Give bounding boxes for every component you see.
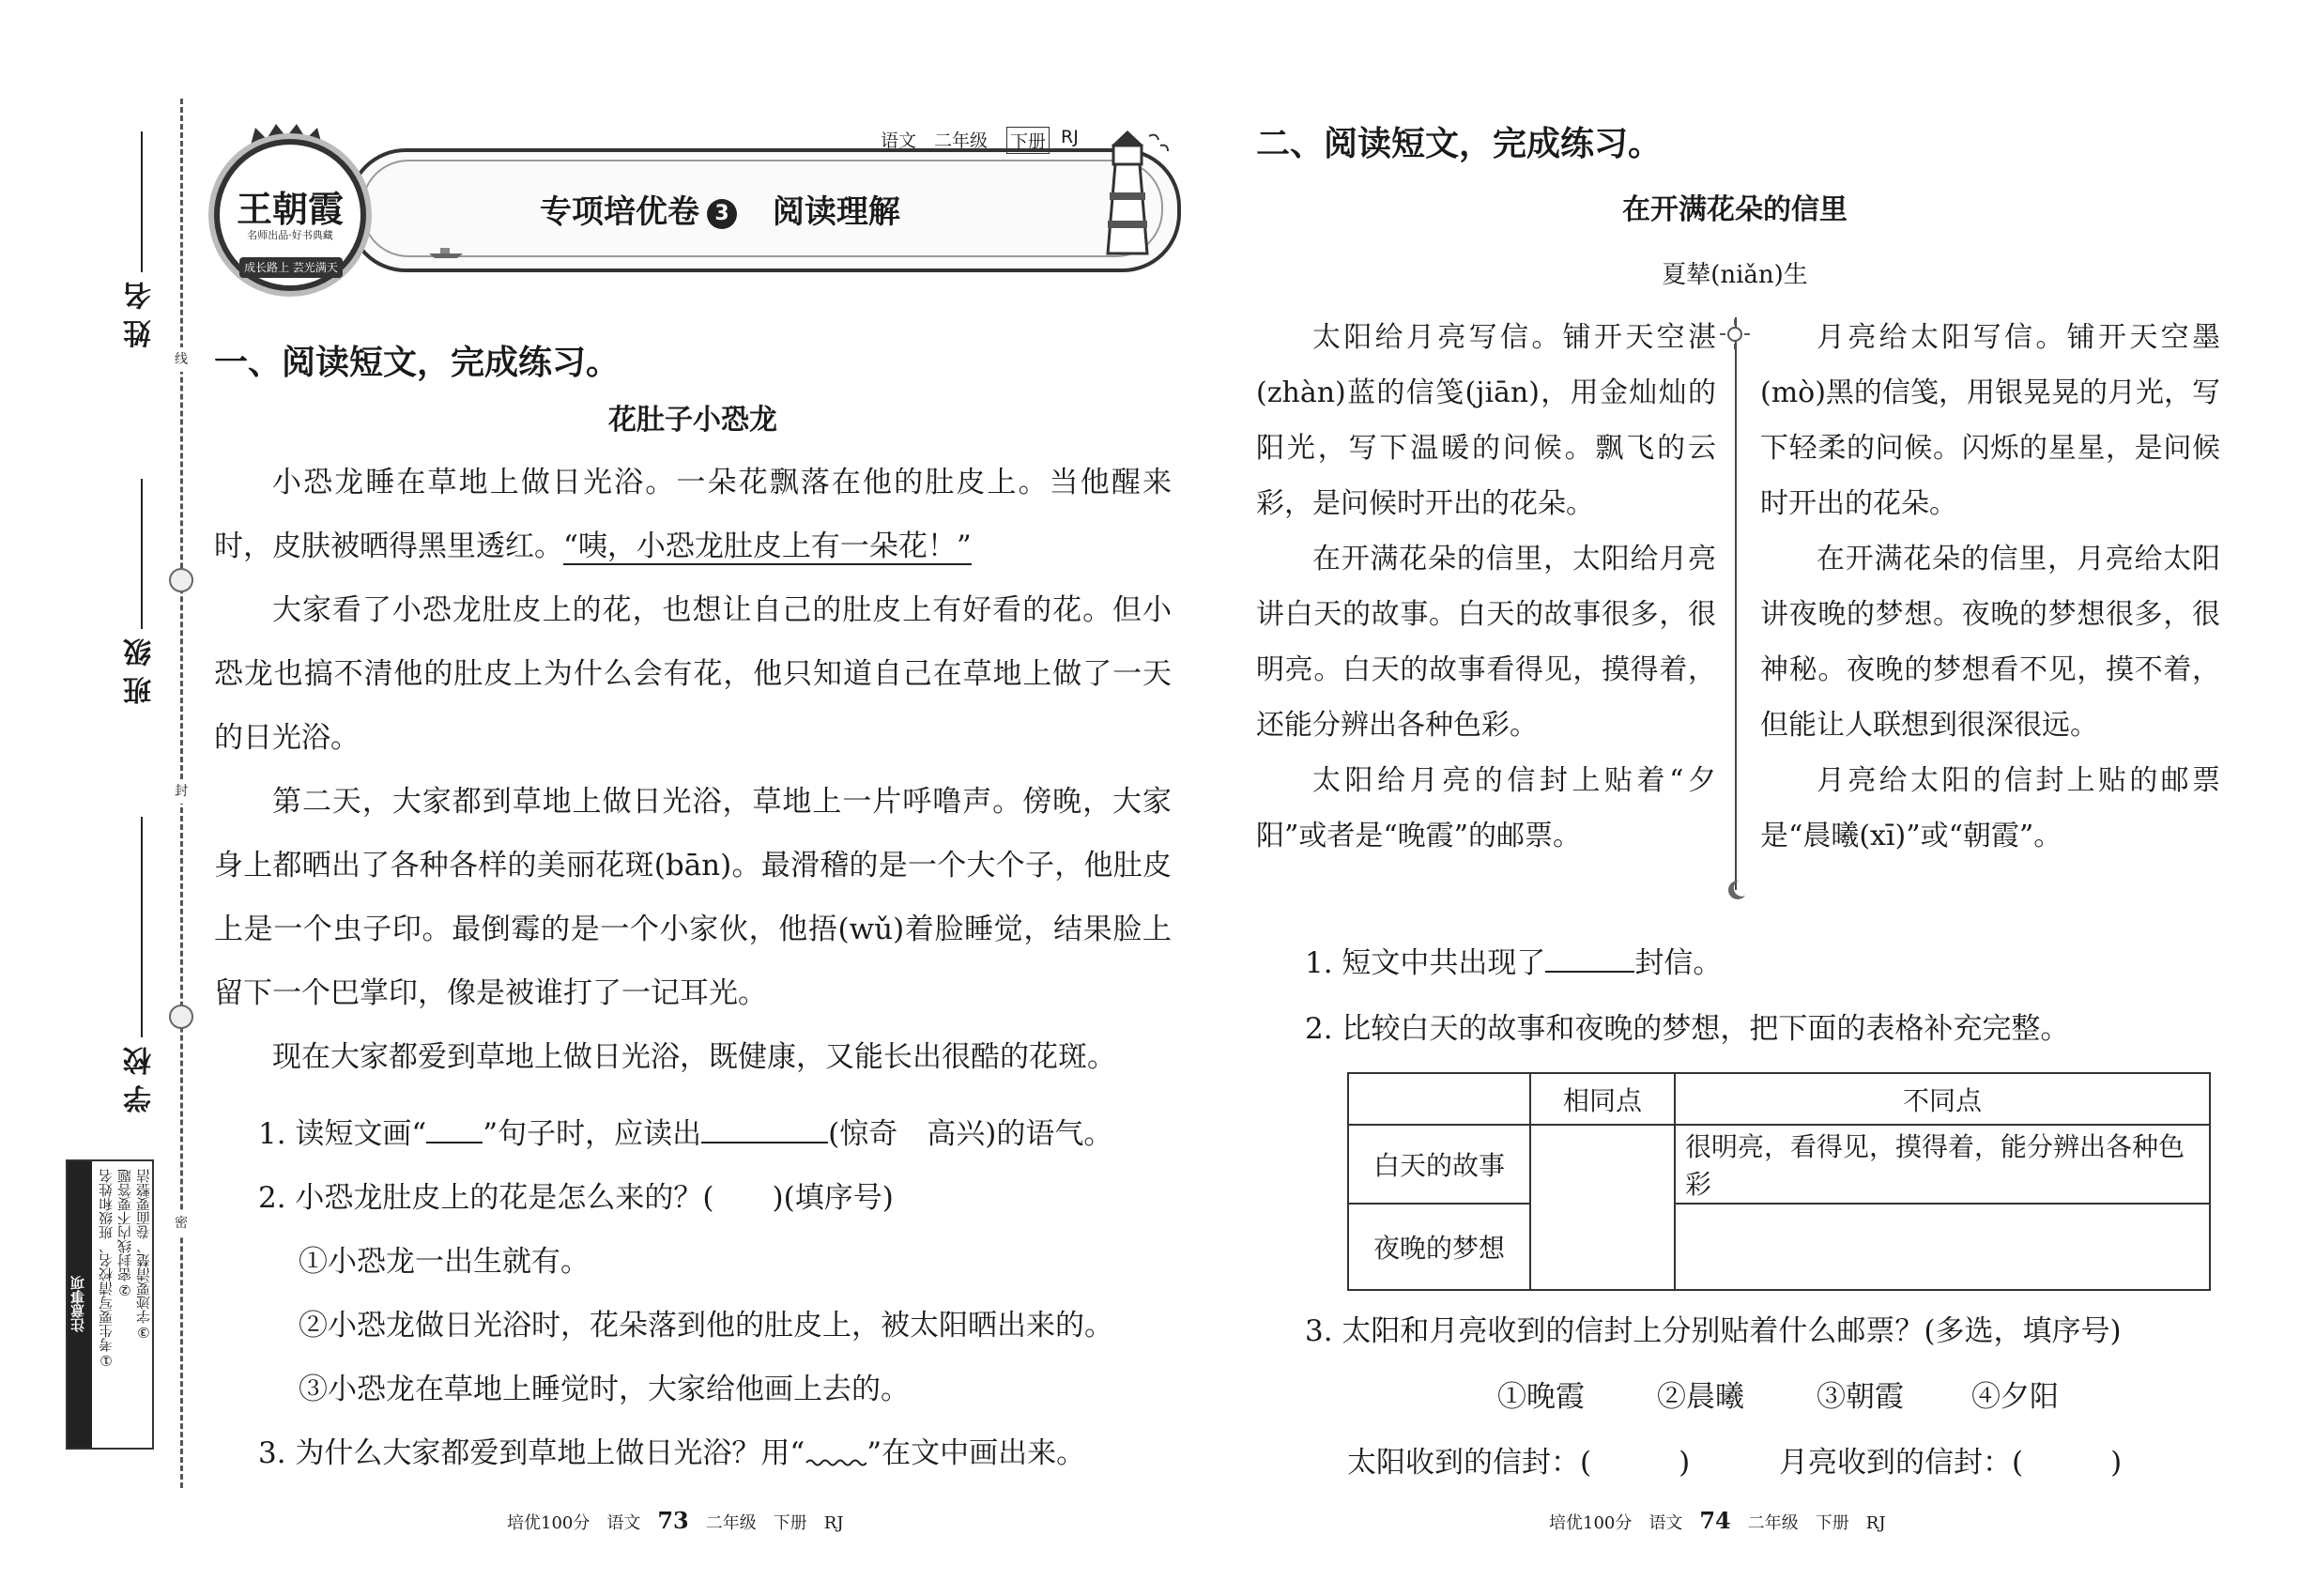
logo-tagline: 成长路上 芸光满天 — [239, 257, 343, 278]
lighthouse-icon — [1087, 127, 1172, 258]
option-1[interactable]: ①小恐龙一出生就有。 — [299, 1245, 590, 1279]
underlined-quote: “咦，小恐龙肚皮上有一朵花！” — [563, 529, 972, 563]
section-1-heading: 一、阅读短文，完成练习。 — [214, 344, 621, 382]
stamp-option[interactable]: ①晚霞 — [1497, 1380, 1585, 1414]
name-field[interactable] — [141, 131, 143, 272]
story-paragraph: 在开满花朵的信里，太阳给月亮讲白天的故事。白天的故事很多，很明亮。白天的故事看得见，摸得着，还能分辨出各种色彩。 — [1256, 543, 1716, 742]
notice-item: ③字迹要清楚、卷面要整洁 — [135, 1169, 152, 1341]
section-2-heading: 二、阅读短文，完成练习。 — [1256, 125, 1663, 163]
story-paragraph: 小恐龙睡在草地上做日光浴。一朵花飘落在他的肚皮上。当他醒来时，皮肤被晒得黑里透红。“咦，小恐龙肚皮上有一朵花！” — [214, 466, 1172, 563]
table-row-label: 白天的故事 — [1348, 1125, 1530, 1204]
answer-blank[interactable] — [701, 1113, 828, 1143]
table-header — [1348, 1073, 1530, 1125]
cut-mark: 线 — [169, 347, 193, 372]
notice-box — [66, 1159, 154, 1450]
stamp-option[interactable]: ③朝霞 — [1817, 1380, 1904, 1414]
option-3[interactable]: ③小恐龙在草地上睡觉时，大家给他画上去的。 — [299, 1373, 910, 1406]
stamp-option[interactable]: ④夕阳 — [1971, 1380, 2059, 1414]
binding-hole — [169, 1005, 193, 1029]
notice-item: ②密封线内不要答题 — [116, 1169, 133, 1298]
story-paragraph: 现在大家都爱到草地上做日光浴，既健康，又能长出很酷的花斑。 — [272, 1040, 1116, 1074]
story-2-author: 夏辇(niǎn)生 — [1662, 261, 1808, 289]
page-title: 专项培优卷 3 阅读理解 — [540, 193, 900, 231]
table-header: 不同点 — [1675, 1073, 2210, 1125]
question-3: 3. 为什么大家都爱到草地上做日光浴？用“ ”在文中画出来。 — [258, 1436, 1086, 1470]
school-field[interactable] — [141, 817, 143, 1037]
option-2[interactable]: ②小恐龙做日光浴时，花朵落到他的肚皮上，被太阳晒出来的。 — [299, 1309, 1113, 1343]
table-answer-cell-same[interactable] — [1530, 1125, 1675, 1290]
question-2: 2. 小恐龙肚皮上的花是怎么来的？( )(填序号) — [258, 1181, 894, 1215]
notice-heading: 注意事项 — [68, 1161, 92, 1448]
story-2-column-right — [1760, 310, 2220, 864]
story-paragraph: 月亮给太阳的信封上贴的邮票是“晨曦(xī)”或“朝霞”。 — [1760, 764, 2220, 852]
stamp-option[interactable]: ②晨曦 — [1657, 1380, 1744, 1414]
story-2-title: 在开满花朵的信里 — [1622, 193, 1848, 226]
meta-subject: 语文 — [881, 130, 917, 151]
boat-icon — [427, 246, 465, 259]
table-row-label: 夜晚的梦想 — [1348, 1204, 1530, 1290]
sun-icon — [1718, 317, 1752, 351]
meta-volume: 下册 — [1006, 127, 1050, 154]
cut-mark: 封 — [169, 779, 193, 804]
table-answer-cell-diff[interactable] — [1675, 1204, 2210, 1290]
story-2-column-left — [1256, 310, 1716, 864]
story-paragraph: 太阳给月亮写信。铺开天空湛(zhàn)蓝的信笺(jiān)，用金灿灿的阳光，写下温暖的问候。飘飞的云彩，是问候时开出的花朵。 — [1256, 321, 1716, 520]
title-number: 3 — [707, 199, 737, 229]
table-cell: 很明亮，看得见，摸得着，能分辨出各种色彩 — [1675, 1125, 2210, 1204]
question-2-3: 3. 太阳和月亮收到的信封上分别贴着什么邮票？(多选，填序号) — [1305, 1314, 2122, 1348]
wavy-line-icon — [805, 1440, 866, 1468]
answer-blank[interactable] — [426, 1113, 483, 1143]
moon-answer[interactable]: 月亮收到的信封：( ) — [1779, 1446, 2123, 1480]
footer-left: 培优100分 语文 73 二年级 下册 RJ — [507, 1507, 844, 1534]
meta-edition: RJ — [1061, 127, 1079, 147]
answer-blank[interactable] — [1545, 943, 1634, 973]
moon-icon — [1724, 878, 1748, 902]
meta-grade: 二年级 — [934, 130, 989, 151]
sun-answer[interactable]: 太阳收到的信封：( ) — [1347, 1446, 1691, 1480]
question-2-2: 2. 比较白天的故事和夜晚的梦想，把下面的表格补充完整。 — [1305, 1012, 2070, 1046]
story-1-body — [214, 451, 1172, 1089]
story-paragraph: 在开满花朵的信里，月亮给太阳讲夜晚的梦想。夜晚的梦想很多，很神秘。夜晚的梦想看不见，摸不着，但能让人联想到很深很远。 — [1760, 543, 2220, 742]
school-label: 学 校 — [124, 1047, 157, 1113]
binding-hole — [169, 568, 193, 592]
name-label: 姓 名 — [124, 282, 157, 348]
table-header: 相同点 — [1530, 1073, 1675, 1125]
story-paragraph: 月亮给太阳写信。铺开天空墨(mò)黑的信笺，用银晃晃的月光，写下轻柔的问候。闪烁的星星，是问候时开出的花朵。 — [1760, 321, 2220, 520]
class-field[interactable] — [141, 479, 143, 629]
cut-mark: 密 — [169, 1211, 193, 1235]
column-divider — [1735, 317, 1737, 890]
comparison-table — [1347, 1072, 2211, 1291]
page-subtitle: 阅读理解 — [772, 193, 900, 231]
brand-logo: 王朝霞 名师出品·好书典藏 — [214, 139, 366, 291]
story-paragraph: 第二天，大家都到草地上做日光浴，草地上一片呼噜声。傍晚，大家身上都晒出了各种各样的美丽花斑(bān)。最滑稽的是一个大个子，他肚皮上是一个虫子印。最倒霉的是一个小家伙，他捂(wǔ)着脸睡觉，结果脸上留下一个巴掌印，像是被谁打了一记耳光。 — [214, 785, 1172, 1010]
question-1: 1. 读短文画“ ”句子时，应读出 (惊奇 高兴)的语气。 — [258, 1110, 1112, 1152]
class-label: 班 级 — [124, 638, 157, 705]
page-number: 74 — [1699, 1507, 1731, 1534]
page-number: 73 — [657, 1507, 689, 1534]
story-paragraph: 大家看了小恐龙肚皮上的花，也想让自己的肚皮上有好看的花。但小恐龙也搞不清他的肚皮上为什么会有花，他只知道自己在草地上做了一天的日光浴。 — [214, 593, 1172, 755]
question-2-1: 1. 短文中共出现了 封信。 — [1305, 939, 1722, 981]
notice-item: ①考生要写清校名、班级和姓名 — [98, 1169, 115, 1369]
story-1-title: 花肚子小恐龙 — [608, 404, 777, 437]
story-paragraph: 太阳给月亮的信封上贴着“夕阳”或者是“晚霞”的邮票。 — [1256, 764, 1716, 852]
footer-right: 培优100分 语文 74 二年级 下册 RJ — [1549, 1507, 1886, 1534]
